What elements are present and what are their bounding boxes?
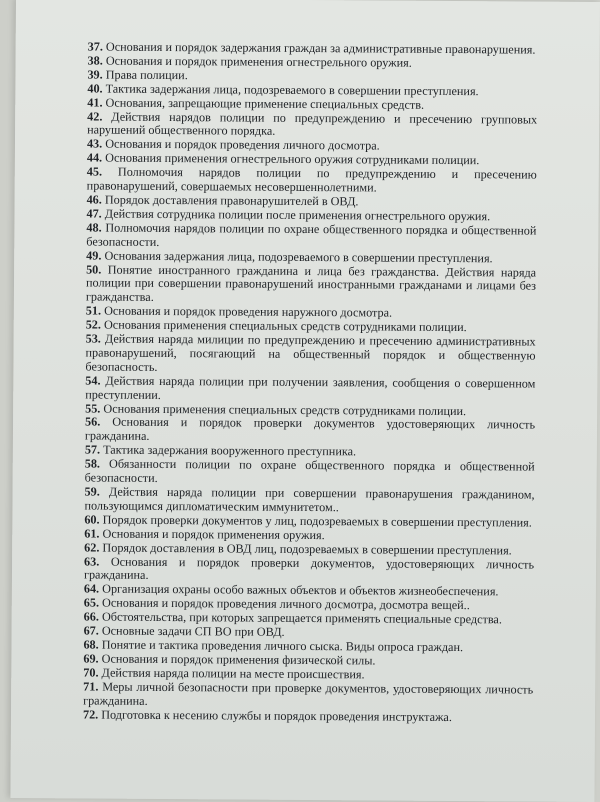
- item-number: 69.: [83, 651, 99, 666]
- item-text: Основания применения огнестрельного оружия сотрудниками полиции.: [105, 150, 480, 168]
- item-number: 58.: [84, 456, 101, 471]
- item-text: Основания применения специальных средств сотрудниками полиции.: [103, 401, 467, 418]
- item-number: 70.: [83, 665, 99, 680]
- item-text: Организация охраны особо важных объектов и объектов жизнеобеспечения.: [102, 581, 499, 599]
- item-text: Действия сотрудника полиции после применения огнестрельного оружия.: [104, 206, 491, 224]
- item-text: Основания задержания лица, подозреваемого в совершении преступления.: [104, 248, 493, 265]
- item-number: 44.: [86, 150, 103, 165]
- item-text: Действия наряда полиции при совершении правонарушения гражданином, пользующимся дипломатическим иммунитетом..: [84, 484, 535, 515]
- item-number: 67.: [83, 623, 99, 638]
- item-number: 59.: [84, 484, 100, 499]
- list-item: [86, 263, 536, 308]
- item-text: Обстоятельства, при которых запрещается применять специальные средства.: [101, 609, 502, 627]
- item-text: Действия наряда полиции на месте происшествия.: [101, 665, 365, 682]
- list-item: [83, 708, 533, 725]
- item-number: 49.: [86, 248, 102, 263]
- item-text: Права полиции.: [105, 67, 188, 82]
- item-number: 39.: [87, 67, 103, 82]
- item-text: Подготовка к несению службы и порядок проведения инструктажа.: [101, 707, 452, 724]
- question-list: [83, 40, 538, 725]
- item-number: 40.: [87, 81, 103, 96]
- item-number: 46.: [86, 192, 102, 207]
- item-text: Основания и порядок проведения личного досмотра, досмотра вещей..: [102, 595, 470, 613]
- item-number: 45.: [86, 164, 103, 179]
- item-text: Порядок доставления правонарушителей в ОВД.: [104, 192, 359, 209]
- item-number: 65.: [83, 595, 100, 610]
- item-text: Основания и порядок применения физической силы.: [101, 651, 376, 668]
- item-number: 57.: [84, 442, 101, 457]
- paper-sheet: [10, 0, 600, 802]
- item-text: Основания применения специальных средств сотрудниками полиции.: [103, 317, 467, 335]
- item-text: Основания и порядок применения оружия.: [102, 526, 325, 542]
- item-number: 37.: [87, 39, 103, 54]
- item-number: 56.: [85, 414, 101, 430]
- item-text: Основания и порядок проверки документов, удостоверяющих личность гражданина.: [83, 554, 535, 583]
- item-text: Порядок доставления в ОВД лиц, подозреваемых в совершении преступления.: [102, 540, 512, 558]
- item-number: 60.: [84, 512, 100, 527]
- item-text: Понятие иностранного гражданина и лица без гражданства. Действия наряда полиции при совершении правонарушений иностранными гражданами и лицами без гражданства.: [85, 262, 537, 305]
- item-text: Основания и порядок задержания граждан за административные правонарушения.: [105, 39, 536, 57]
- item-number: 62.: [84, 540, 100, 555]
- item-number: 53.: [85, 331, 101, 346]
- item-number: 61.: [84, 526, 100, 541]
- list-item: [85, 332, 535, 377]
- item-number: 51.: [85, 303, 102, 318]
- item-text: Действия наряда полиции при получении заявления, сообщения о совершенном преступлении.: [85, 373, 536, 402]
- item-text: Меры личной безопасности при проверке документов, удостоверяющих личность гражданина.: [83, 679, 534, 708]
- item-text: Основания, запрещающие применение специальных средств.: [105, 95, 425, 112]
- item-text: Основания и порядок проверки документов удостоверяющих личность гражданина.: [84, 415, 536, 444]
- item-number: 68.: [83, 637, 99, 652]
- item-text: Тактика задержания вооруженного преступника.: [103, 442, 357, 459]
- item-number: 38.: [87, 53, 103, 68]
- item-text: Основания и порядок проведения личного досмотра.: [105, 136, 380, 153]
- item-text: Основные задачи СП ВО при ОВД.: [101, 623, 285, 639]
- item-number: 55.: [85, 401, 101, 416]
- item-number: 71.: [83, 679, 99, 694]
- item-number: 72.: [82, 706, 99, 722]
- item-text: Действия наряда милиции по предупреждению и пресечению административных правонарушений, посягающий на общественный порядок и общественную безопасность.: [85, 331, 536, 374]
- item-number: 66.: [83, 609, 99, 624]
- item-text: Полномочия нарядов полиции по охране общественного порядка и общественной безопасности.: [86, 220, 537, 249]
- item-number: 54.: [85, 373, 101, 388]
- item-number: 64.: [83, 581, 100, 596]
- item-number: 42.: [87, 108, 103, 124]
- item-text: Обязанности полиции по охране общественного порядка и общественной безопасности.: [84, 456, 535, 486]
- item-number: 52.: [85, 317, 102, 332]
- item-text: Понятие и тактика проведения личного сыска. Виды опроса граждан.: [101, 637, 464, 655]
- item-text: Основания и порядок применения огнестрельного оружия.: [105, 53, 412, 70]
- item-number: 48.: [86, 220, 102, 235]
- item-text: Основания и порядок проведения наружного досмотра.: [104, 303, 393, 320]
- item-text: Полномочия нарядов полиции по предупреждению и пресечению правонарушений, совершаемых несовершеннолетними.: [86, 164, 537, 195]
- item-number: 43.: [86, 136, 103, 151]
- item-text: Порядок проверки документов у лиц, подозреваемых в совершении преступления.: [102, 512, 532, 530]
- item-number: 47.: [86, 206, 102, 221]
- item-text: Тактика задержания лица, подозреваемого в совершении преступления.: [105, 81, 479, 98]
- item-text: Действия нарядов полиции по предупреждению и пресечению групповых нарушений общественного порядка.: [87, 109, 538, 139]
- item-number: 50.: [86, 261, 102, 277]
- item-number: 41.: [87, 95, 103, 110]
- item-number: 63.: [84, 553, 100, 569]
